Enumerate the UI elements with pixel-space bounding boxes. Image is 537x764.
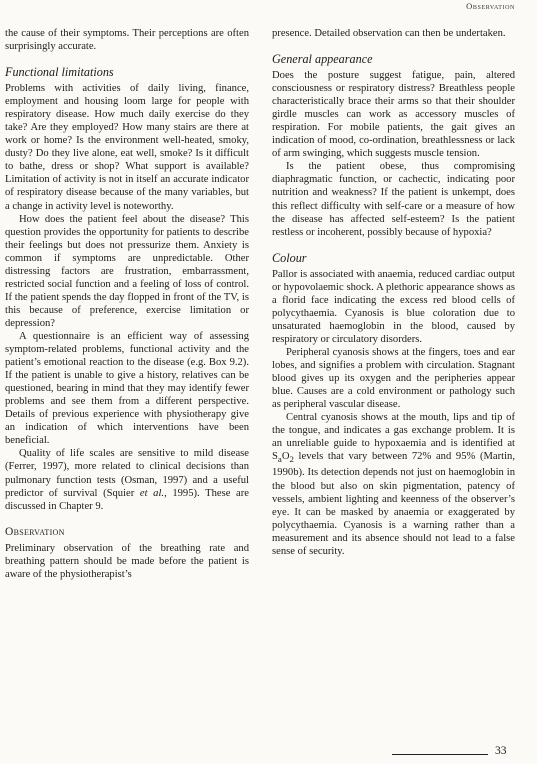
running-head: Observation bbox=[466, 1, 515, 11]
text-run: , 1995). These are discussed in Chapter 9. bbox=[5, 487, 249, 512]
paragraph-general-1: Does the posture suggest fatigue, pain, altered consciousness or respiratory distress? Breathless people characteristically brace their arms so that their shoulder girdle muscles can work as accessory muscles of respiration. For mobile patients, the gait gives an indication of mood, co-ordination, breathlessness or lack of arm swinging, which suggests muscle tension. bbox=[272, 70, 515, 160]
subscript-2: 2 bbox=[289, 454, 294, 465]
text-run: levels that vary between 72% and 95% (Martin, 1990b). Its detection depends not just on haemoglobin in the blood but also on skin pigmentation, patency of vessels, ambient lighting and keenness of the observer’s eye. It can be masked by anaemia or exaggerated by polycythaemia. Cyanosis is a warning rather than a measurement and its absence should not lead to a false sense of security. bbox=[272, 451, 515, 557]
left-column bbox=[5, 27, 249, 581]
heading-functional-limitations: Functional limitations bbox=[5, 65, 114, 80]
text-run: O bbox=[281, 451, 290, 463]
paragraph-observation: Preliminary observation of the breathing rate and breathing pattern should be made before the patient is aware of the physiotherapist’s bbox=[5, 542, 249, 580]
page-number: 33 bbox=[495, 745, 507, 757]
text-run: Central cyanosis shows at the mouth, lips and tip of the tongue, and indicates a gas exchange problem. It is an unreliable guide to hypoxaemia and is identified at S bbox=[272, 412, 515, 463]
paragraph-colour-1: Pallor is associated with anaemia, reduced cardiac output or hypovolaemic shock. A plethoric appearance shows as a florid face indicating the excess red blood cells of polycythaemia. Cyanosis is blue coloration due to unsaturated haemoglobin in the blood, caused by respiratory or circulatory disorders. bbox=[272, 268, 515, 345]
paragraph-functional-1: Problems with activities of daily living, finance, employment and housing loom large for people with respiratory disease. How much daily exercise do they take? Are they employed? How many stairs are there at work or home? Is the environment well-heated, smoky, dusty? Do they live alone, eat well, smoke? Is it difficult to bathe, dress or shop? What support is available? Limitation of activity is not in itself an accurate indicator of respiratory disease because of the many variables, but a change in activity level is noteworthy. bbox=[5, 83, 249, 212]
text-run: Quality of life scales are sensitive to mild disease (Ferrer, 1997), more related to clinical decisions than pulmonary function tests (Osman, 1997) and a useful predictor of survival (Squier bbox=[5, 448, 249, 499]
text-etal: et al. bbox=[139, 487, 165, 499]
subscript-a: a bbox=[277, 454, 282, 465]
heading-colour: Colour bbox=[272, 250, 307, 265]
paragraph-general-2: Is the patient obese, thus compromising diaphragmatic function, or cachectic, indicating poor nutrition and weakness? If the patient is unkempt, does this reflect difficulty with self-care or a measure of how the disease has affected self-esteem? Is the patient restless or incoherent, possibly because of hypoxia? bbox=[272, 161, 515, 238]
paragraph-colour-2: Peripheral cyanosis shows at the fingers, toes and ear lobes, and signifies a problem with circulation. Stagnant blood gives up its oxygen and the peripheries appear blue. Causes are a cold environment or pathology such as peripheral vascular disease. bbox=[272, 346, 515, 411]
heading-observation: Observation bbox=[5, 525, 65, 538]
right-column bbox=[272, 27, 515, 558]
paragraph-functional-2: How does the patient feel about the disease? This question provides the opportunity for patients to describe their feelings but does not pressurize them. Anxiety is common if symptoms are unpredictable. Other distressing factors are frustration, embarrassment, restricted social function and a feeling of loss of control. If the patient spends the day flopped in front of the TV, is this because of preference, exercise limitation or depression? bbox=[5, 213, 249, 329]
footer-rule bbox=[392, 754, 488, 755]
paragraph-colour-3 bbox=[272, 411, 515, 558]
paragraph-functional-4 bbox=[5, 447, 249, 512]
heading-general-appearance: General appearance bbox=[272, 52, 373, 67]
paragraph-intro-right: presence. Detailed observation can then be undertaken. bbox=[272, 28, 506, 39]
paragraph-intro-left: the cause of their symptoms. Their perceptions are often surprisingly accurate. bbox=[5, 28, 249, 53]
paragraph-functional-3: A questionnaire is an efficient way of assessing symptom-related problems, functional activity and the patient’s emotional reaction to the disease (e.g. Box 9.2). If the patient is unable to give a history, relatives can be questioned, bearing in mind that they may identify fewer problems and see them from a different perspective. Details of previous experience with physiotherapy give an indication of which interventions have been beneficial. bbox=[5, 330, 249, 447]
